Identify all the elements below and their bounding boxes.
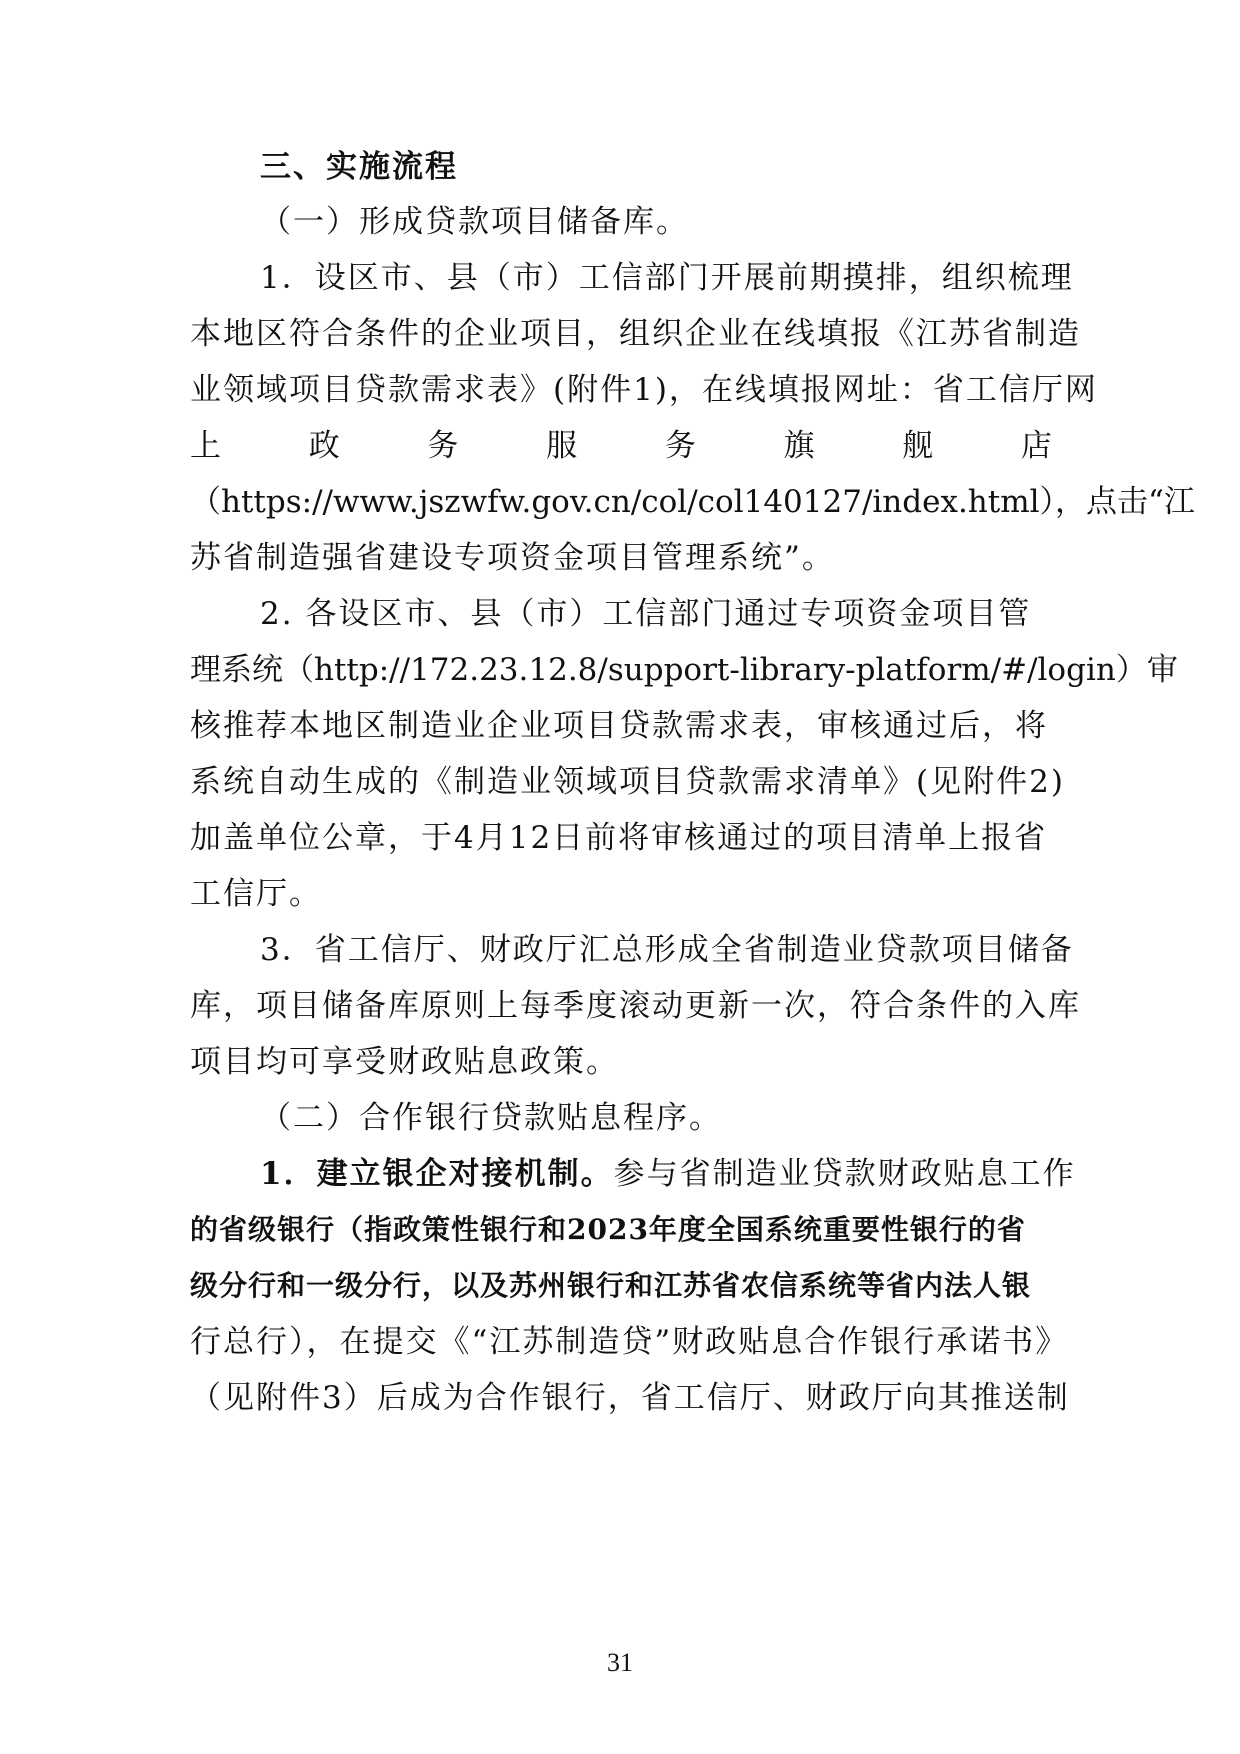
spread-char: 店 [1020,428,1052,464]
item4-lead-bold: 1．建立银企对接机制。 [260,1156,614,1192]
item4-line2: 的省级银行（指政策性银行和2023年度全国系统重要性银行的省 [190,1213,1026,1246]
spread-char: 上 [190,428,221,464]
page-number: 31 [607,1648,633,1677]
item4-line1 [260,1154,1076,1194]
item4-line1-rest: 参与省制造业贷款财政贴息工作 [613,1156,1076,1192]
spread-char: 舰 [902,428,934,464]
item3-line2: 库，项目储备库原则上每季度滚动更新一次，符合条件的入库 [190,988,1081,1024]
item1-line3: 业领域项目贷款需求表》(附件1)，在线填报网址：省工信厅网 [190,372,1098,408]
item2-line6: 工信厅。 [190,876,322,912]
subsection-heading-2: （二）合作银行贷款贴息程序。 [260,1100,722,1136]
item1-line5-url: （https://www.jszwfw.gov.cn/col/col140127/index.html），点击“江 [190,484,1195,520]
item3-line3: 项目均可享受财政贴息政策。 [190,1044,619,1080]
item2-line2-url: 理系统（http://172.23.12.8/support-library-platform/#/login）审 [190,652,1178,688]
item2-line4: 系统自动生成的《制造业领域项目贷款需求清单》(见附件2) [190,764,1065,800]
item2-line3: 核推荐本地区制造业企业项目贷款需求表，审核通过后，将 [190,708,1048,744]
item1-line6: 苏省制造强省建设专项资金项目管理系统”。 [190,540,835,576]
item3-line1: 3．省工信厅、财政厅汇总形成全省制造业贷款项目储备 [260,932,1074,968]
item4-line3: 级分行和一级分行，以及苏州银行和江苏省农信系统等省内法人银 [190,1269,1032,1302]
spread-char: 务 [427,428,459,464]
spread-char: 服 [546,428,578,464]
subsection-heading-1: （一）形成贷款项目储备库。 [260,204,689,240]
item1-line2: 本地区符合条件的企业项目，组织企业在线填报《江苏省制造 [190,316,1081,352]
item2-line1: 2. 各设区市、县（市）工信部门通过专项资金项目管 [260,596,1032,632]
item2-line5: 加盖单位公章，于4月12日前将审核通过的项目清单上报省 [190,820,1048,856]
spread-char: 务 [664,428,696,464]
spread-char: 旗 [783,428,815,464]
item4-line4: 行总行），在提交《“江苏制造贷”财政贴息合作银行承诺书》 [190,1324,1069,1360]
section-heading: 三、实施流程 [260,149,458,185]
item4-line5: （见附件3）后成为合作银行，省工信厅、财政厅向其推送制 [190,1380,1070,1416]
spread-char: 政 [308,428,340,464]
item1-line4 [190,426,1052,466]
item1-line1: 1．设区市、县（市）工信部门开展前期摸排，组织梳理 [260,260,1074,296]
